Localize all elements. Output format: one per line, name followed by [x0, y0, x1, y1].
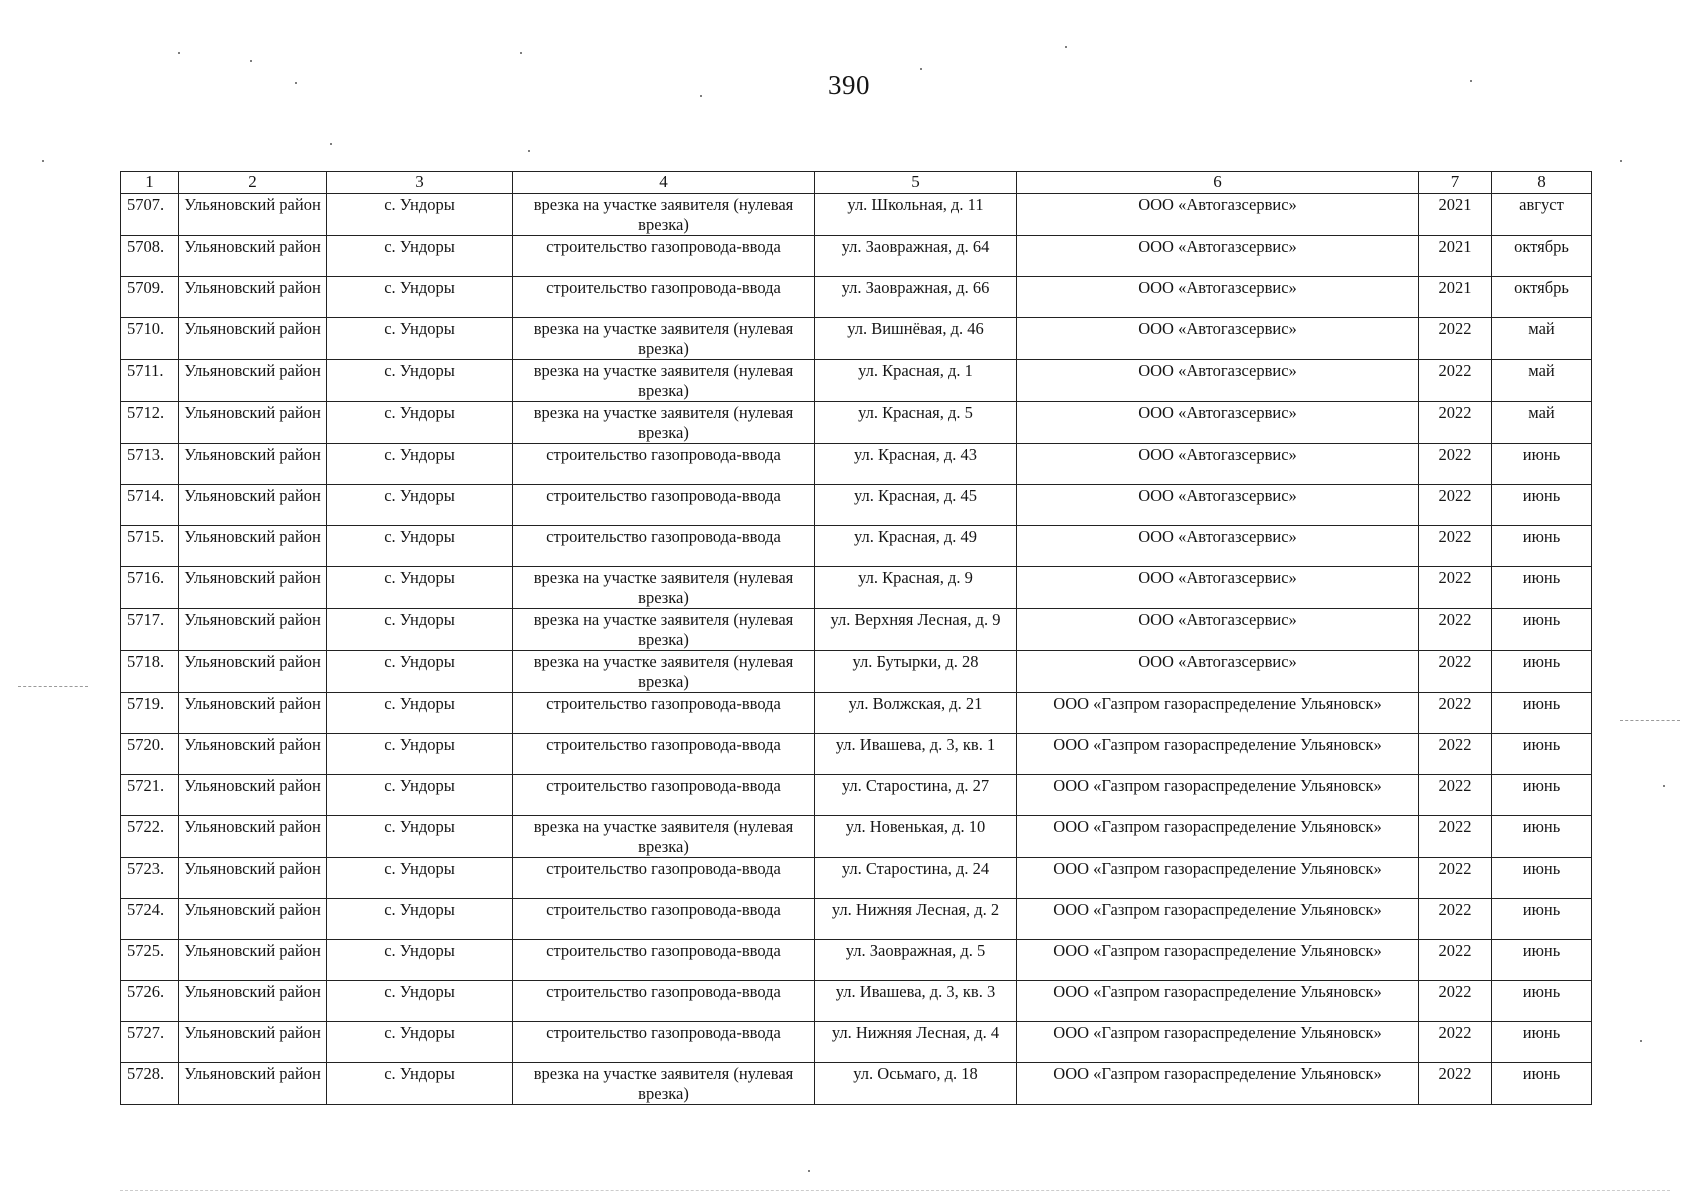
table-cell: 5711. — [121, 360, 179, 402]
table-cell: 5713. — [121, 444, 179, 485]
table-cell: ООО «Газпром газораспределение Ульяновск» — [1017, 734, 1419, 775]
table-cell: Ульяновский район — [179, 858, 327, 899]
table-row — [121, 1063, 1592, 1105]
table-row — [121, 1022, 1592, 1063]
table-cell: ул. Заовражная, д. 66 — [815, 277, 1017, 318]
table-cell: строительство газопровода-ввода — [513, 940, 815, 981]
table-cell: с. Ундоры — [327, 194, 513, 236]
table-cell: 2022 — [1419, 816, 1492, 858]
table-cell: 2022 — [1419, 609, 1492, 651]
table-cell: ул. Верхняя Лесная, д. 9 — [815, 609, 1017, 651]
table-cell: ул. Осьмаго, д. 18 — [815, 1063, 1017, 1105]
column-header: 6 — [1017, 172, 1419, 194]
table-cell: с. Ундоры — [327, 693, 513, 734]
table-cell: 2022 — [1419, 1063, 1492, 1105]
table-cell: Ульяновский район — [179, 318, 327, 360]
table-cell: Ульяновский район — [179, 609, 327, 651]
table-row — [121, 194, 1592, 236]
table-cell: июнь — [1492, 899, 1592, 940]
table-cell: 2022 — [1419, 775, 1492, 816]
table-cell: врезка на участке заявителя (нулевая врезка) — [513, 360, 815, 402]
table-row — [121, 402, 1592, 444]
column-header: 2 — [179, 172, 327, 194]
table-cell: июнь — [1492, 526, 1592, 567]
table-row — [121, 734, 1592, 775]
scan-speck — [1470, 80, 1472, 82]
table-cell: июнь — [1492, 693, 1592, 734]
table-cell: с. Ундоры — [327, 1022, 513, 1063]
table-cell: июнь — [1492, 1022, 1592, 1063]
scan-speck — [295, 82, 297, 84]
table-cell: ООО «Автогазсервис» — [1017, 318, 1419, 360]
table-cell: с. Ундоры — [327, 567, 513, 609]
table-cell: ул. Новенькая, д. 10 — [815, 816, 1017, 858]
scan-speck — [330, 143, 332, 145]
table-cell: Ульяновский район — [179, 1022, 327, 1063]
table-cell: Ульяновский район — [179, 775, 327, 816]
table-cell: врезка на участке заявителя (нулевая врезка) — [513, 567, 815, 609]
scan-speck — [1663, 785, 1665, 787]
table-row — [121, 236, 1592, 277]
table-cell: 2021 — [1419, 194, 1492, 236]
table-cell: ул. Старостина, д. 27 — [815, 775, 1017, 816]
table-cell: 5725. — [121, 940, 179, 981]
table-cell: ООО «Газпром газораспределение Ульяновск» — [1017, 1063, 1419, 1105]
table-cell: 5723. — [121, 858, 179, 899]
table-cell: с. Ундоры — [327, 899, 513, 940]
table-container — [120, 171, 1591, 1105]
table-cell: ООО «Газпром газораспределение Ульяновск» — [1017, 858, 1419, 899]
table-cell: ООО «Автогазсервис» — [1017, 485, 1419, 526]
table-cell: Ульяновский район — [179, 816, 327, 858]
table-cell: с. Ундоры — [327, 360, 513, 402]
table-cell: 5707. — [121, 194, 179, 236]
table-cell: ООО «Автогазсервис» — [1017, 194, 1419, 236]
table-row — [121, 526, 1592, 567]
table-row — [121, 940, 1592, 981]
table-cell: Ульяновский район — [179, 485, 327, 526]
table-cell: Ульяновский район — [179, 1063, 327, 1105]
table-cell: ул. Ивашева, д. 3, кв. 1 — [815, 734, 1017, 775]
table-cell: строительство газопровода-ввода — [513, 899, 815, 940]
table-cell: 2022 — [1419, 858, 1492, 899]
table-cell: 5719. — [121, 693, 179, 734]
table-cell: июнь — [1492, 858, 1592, 899]
table-cell: 5715. — [121, 526, 179, 567]
table-cell: ООО «Газпром газораспределение Ульяновск» — [1017, 816, 1419, 858]
page-number: 390 — [828, 70, 870, 100]
table-cell: 2022 — [1419, 1022, 1492, 1063]
column-header: 1 — [121, 172, 179, 194]
column-header: 3 — [327, 172, 513, 194]
table-cell: Ульяновский район — [179, 940, 327, 981]
table-cell: с. Ундоры — [327, 318, 513, 360]
table-cell: с. Ундоры — [327, 734, 513, 775]
table-cell: ул. Красная, д. 5 — [815, 402, 1017, 444]
table-row — [121, 693, 1592, 734]
table-cell: 2021 — [1419, 236, 1492, 277]
table-cell: ООО «Автогазсервис» — [1017, 651, 1419, 693]
table-cell: с. Ундоры — [327, 526, 513, 567]
scan-speck — [520, 52, 522, 54]
table-cell: врезка на участке заявителя (нулевая врезка) — [513, 609, 815, 651]
table-cell: с. Ундоры — [327, 858, 513, 899]
table-cell: ООО «Газпром газораспределение Ульяновск» — [1017, 693, 1419, 734]
table-cell: 5714. — [121, 485, 179, 526]
table-cell: 2022 — [1419, 693, 1492, 734]
table-cell: строительство газопровода-ввода — [513, 858, 815, 899]
gasification-table — [120, 171, 1592, 1105]
table-cell: июнь — [1492, 444, 1592, 485]
table-cell: ул. Заовражная, д. 5 — [815, 940, 1017, 981]
scan-edge-line — [120, 1190, 1670, 1192]
table-cell: июнь — [1492, 651, 1592, 693]
table-cell: ООО «Автогазсервис» — [1017, 236, 1419, 277]
table-cell: май — [1492, 360, 1592, 402]
table-cell: 5716. — [121, 567, 179, 609]
scan-edge-line — [18, 686, 88, 688]
table-cell: врезка на участке заявителя (нулевая врезка) — [513, 816, 815, 858]
table-cell: Ульяновский район — [179, 360, 327, 402]
scan-speck — [1065, 46, 1067, 48]
table-cell: 5728. — [121, 1063, 179, 1105]
table-cell: ООО «Автогазсервис» — [1017, 609, 1419, 651]
table-cell: ул. Красная, д. 9 — [815, 567, 1017, 609]
column-header: 7 — [1419, 172, 1492, 194]
scan-speck — [920, 68, 922, 70]
table-cell: 2022 — [1419, 651, 1492, 693]
table-cell: 2022 — [1419, 485, 1492, 526]
table-row — [121, 816, 1592, 858]
table-cell: июнь — [1492, 734, 1592, 775]
table-cell: Ульяновский район — [179, 567, 327, 609]
table-cell: 2022 — [1419, 734, 1492, 775]
table-cell: 5710. — [121, 318, 179, 360]
scan-speck — [700, 95, 702, 97]
table-cell: Ульяновский район — [179, 899, 327, 940]
table-cell: врезка на участке заявителя (нулевая врезка) — [513, 318, 815, 360]
table-cell: Ульяновский район — [179, 194, 327, 236]
table-cell: июнь — [1492, 816, 1592, 858]
column-header: 8 — [1492, 172, 1592, 194]
table-cell: 2022 — [1419, 981, 1492, 1022]
table-cell: с. Ундоры — [327, 981, 513, 1022]
table-cell: июнь — [1492, 775, 1592, 816]
table-cell: июнь — [1492, 981, 1592, 1022]
table-cell: с. Ундоры — [327, 651, 513, 693]
table-cell: ул. Вишнёвая, д. 46 — [815, 318, 1017, 360]
scan-speck — [1640, 1040, 1642, 1042]
scan-speck — [250, 60, 252, 62]
column-header: 4 — [513, 172, 815, 194]
table-cell: ул. Волжская, д. 21 — [815, 693, 1017, 734]
table-cell: ООО «Газпром газораспределение Ульяновск» — [1017, 940, 1419, 981]
table-cell: 5709. — [121, 277, 179, 318]
table-cell: строительство газопровода-ввода — [513, 444, 815, 485]
table-cell: 2022 — [1419, 567, 1492, 609]
table-cell: Ульяновский район — [179, 526, 327, 567]
table-cell: ООО «Автогазсервис» — [1017, 567, 1419, 609]
table-cell: июнь — [1492, 1063, 1592, 1105]
table-row — [121, 775, 1592, 816]
scan-edge-line — [1620, 720, 1680, 722]
table-cell: ООО «Автогазсервис» — [1017, 360, 1419, 402]
table-row — [121, 651, 1592, 693]
table-cell: 5724. — [121, 899, 179, 940]
table-cell: с. Ундоры — [327, 444, 513, 485]
table-cell: Ульяновский район — [179, 734, 327, 775]
table-cell: врезка на участке заявителя (нулевая врезка) — [513, 194, 815, 236]
table-cell: с. Ундоры — [327, 485, 513, 526]
scan-speck — [808, 1170, 810, 1172]
table-cell: ул. Старостина, д. 24 — [815, 858, 1017, 899]
table-row — [121, 277, 1592, 318]
table-row — [121, 485, 1592, 526]
table-row — [121, 318, 1592, 360]
scan-speck — [178, 52, 180, 54]
table-cell: Ульяновский район — [179, 277, 327, 318]
table-cell: май — [1492, 318, 1592, 360]
table-row — [121, 899, 1592, 940]
table-cell: строительство газопровода-ввода — [513, 277, 815, 318]
table-cell: ул. Нижняя Лесная, д. 4 — [815, 1022, 1017, 1063]
table-cell: ул. Красная, д. 1 — [815, 360, 1017, 402]
table-cell: 5721. — [121, 775, 179, 816]
table-cell: ООО «Автогазсервис» — [1017, 526, 1419, 567]
table-cell: с. Ундоры — [327, 816, 513, 858]
table-cell: 2022 — [1419, 940, 1492, 981]
table-cell: Ульяновский район — [179, 236, 327, 277]
table-cell: 5717. — [121, 609, 179, 651]
column-header: 5 — [815, 172, 1017, 194]
table-row — [121, 567, 1592, 609]
table-cell: июнь — [1492, 940, 1592, 981]
table-cell: Ульяновский район — [179, 444, 327, 485]
table-row — [121, 360, 1592, 402]
table-row — [121, 981, 1592, 1022]
scan-speck — [528, 150, 530, 152]
table-cell: ул. Заовражная, д. 64 — [815, 236, 1017, 277]
table-cell: с. Ундоры — [327, 402, 513, 444]
table-cell: строительство газопровода-ввода — [513, 485, 815, 526]
table-cell: май — [1492, 402, 1592, 444]
table-cell: строительство газопровода-ввода — [513, 775, 815, 816]
scan-speck — [1620, 160, 1622, 162]
table-cell: 5727. — [121, 1022, 179, 1063]
table-body — [121, 194, 1592, 1105]
table-cell: строительство газопровода-ввода — [513, 236, 815, 277]
table-row — [121, 609, 1592, 651]
table-cell: 5718. — [121, 651, 179, 693]
table-cell: строительство газопровода-ввода — [513, 734, 815, 775]
table-cell: ул. Ивашева, д. 3, кв. 3 — [815, 981, 1017, 1022]
table-cell: с. Ундоры — [327, 236, 513, 277]
table-cell: 5726. — [121, 981, 179, 1022]
table-cell: август — [1492, 194, 1592, 236]
table-cell: строительство газопровода-ввода — [513, 1022, 815, 1063]
table-cell: 2022 — [1419, 526, 1492, 567]
scan-speck — [42, 160, 44, 162]
table-cell: с. Ундоры — [327, 1063, 513, 1105]
table-cell: 2022 — [1419, 402, 1492, 444]
header-row — [121, 172, 1592, 194]
table-cell: октябрь — [1492, 277, 1592, 318]
table-cell: ул. Школьная, д. 11 — [815, 194, 1017, 236]
table-cell: Ульяновский район — [179, 693, 327, 734]
table-cell: с. Ундоры — [327, 775, 513, 816]
table-cell: ул. Красная, д. 43 — [815, 444, 1017, 485]
table-cell: врезка на участке заявителя (нулевая врезка) — [513, 402, 815, 444]
table-cell: 5712. — [121, 402, 179, 444]
table-cell: ООО «Автогазсервис» — [1017, 277, 1419, 318]
table-cell: 5708. — [121, 236, 179, 277]
table-row — [121, 444, 1592, 485]
table-cell: врезка на участке заявителя (нулевая врезка) — [513, 1063, 815, 1105]
table-cell: 5720. — [121, 734, 179, 775]
table-cell: октябрь — [1492, 236, 1592, 277]
table-cell: с. Ундоры — [327, 277, 513, 318]
table-cell: ул. Нижняя Лесная, д. 2 — [815, 899, 1017, 940]
table-cell: Ульяновский район — [179, 651, 327, 693]
table-cell: ООО «Автогазсервис» — [1017, 444, 1419, 485]
table-cell: ул. Красная, д. 49 — [815, 526, 1017, 567]
table-cell: 2021 — [1419, 277, 1492, 318]
table-cell: строительство газопровода-ввода — [513, 526, 815, 567]
table-cell: Ульяновский район — [179, 402, 327, 444]
table-cell: ООО «Автогазсервис» — [1017, 402, 1419, 444]
table-cell: ООО «Газпром газораспределение Ульяновск» — [1017, 981, 1419, 1022]
table-cell: 5722. — [121, 816, 179, 858]
table-cell: врезка на участке заявителя (нулевая врезка) — [513, 651, 815, 693]
table-cell: ООО «Газпром газораспределение Ульяновск» — [1017, 775, 1419, 816]
table-cell: июнь — [1492, 485, 1592, 526]
table-cell: с. Ундоры — [327, 940, 513, 981]
table-cell: ул. Бутырки, д. 28 — [815, 651, 1017, 693]
table-cell: 2022 — [1419, 360, 1492, 402]
table-cell: июнь — [1492, 609, 1592, 651]
table-cell: ул. Красная, д. 45 — [815, 485, 1017, 526]
table-cell: 2022 — [1419, 899, 1492, 940]
table-cell: 2022 — [1419, 318, 1492, 360]
table-cell: строительство газопровода-ввода — [513, 693, 815, 734]
table-cell: 2022 — [1419, 444, 1492, 485]
table-cell: Ульяновский район — [179, 981, 327, 1022]
table-cell: июнь — [1492, 567, 1592, 609]
table-cell: строительство газопровода-ввода — [513, 981, 815, 1022]
table-cell: ООО «Газпром газораспределение Ульяновск» — [1017, 1022, 1419, 1063]
table-row — [121, 858, 1592, 899]
table-cell: ООО «Газпром газораспределение Ульяновск» — [1017, 899, 1419, 940]
table-cell: с. Ундоры — [327, 609, 513, 651]
